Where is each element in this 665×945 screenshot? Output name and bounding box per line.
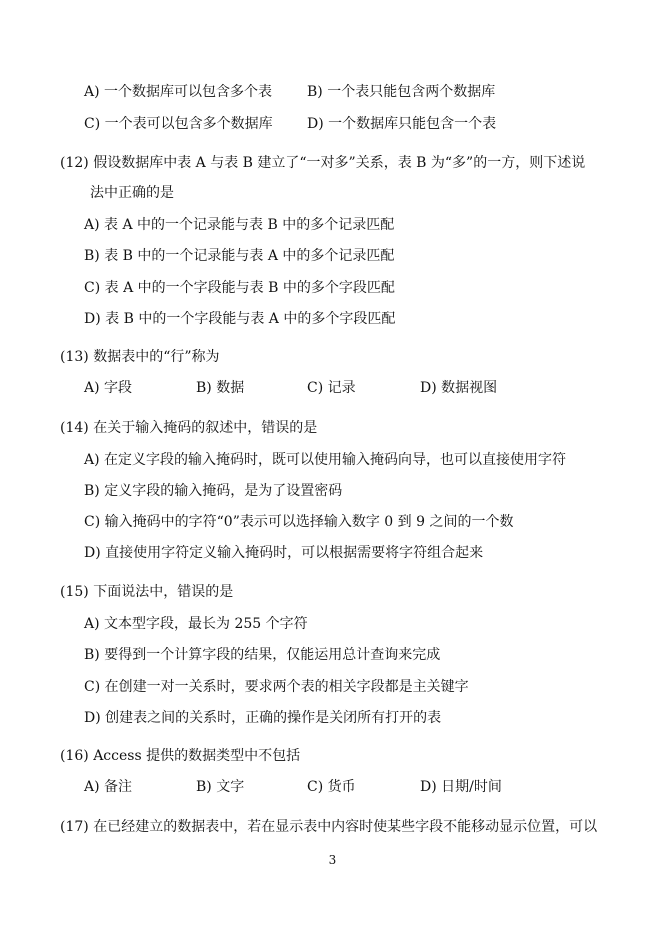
- q12-stem-continued: 法中正确的是: [90, 185, 174, 201]
- q15-option-b: B) 要得到一个计算字段的结果，仅能运用总计查询来完成: [84, 647, 441, 663]
- q15-option-d: D) 创建表之间的关系时，正确的操作是关闭所有打开的表: [84, 710, 442, 726]
- q17-stem: (17) 在已经建立的数据表中，若在显示表中内容时使某些字段不能移动显示位置，可以: [60, 819, 598, 835]
- q15-stem: (15) 下面说法中，错误的是: [60, 584, 234, 600]
- q13-option-d: D) 数据视图: [420, 380, 498, 396]
- q11-option-b: B) 一个表只能包含两个数据库: [307, 84, 496, 100]
- q14-option-c: C) 输入掩码中的字符“0”表示可以选择输入数字 0 到 9 之间的一个数: [84, 514, 514, 530]
- q13-option-a: A) 字段: [84, 380, 133, 396]
- q15-option-a: A) 文本型字段，最长为 255 个字符: [84, 616, 308, 632]
- q13-option-b: B) 数据: [196, 380, 245, 396]
- q11-option-d: D) 一个数据库只能包含一个表: [307, 116, 497, 132]
- q12-option-a: A) 表 A 中的一个记录能与表 B 中的多个记录匹配: [84, 217, 395, 233]
- q13-stem: (13) 数据表中的“行”称为: [60, 349, 220, 365]
- q16-option-d: D) 日期/时间: [420, 779, 502, 795]
- q16-option-a: A) 备注: [84, 779, 133, 795]
- q15-option-c: C) 在创建一对一关系时，要求两个表的相关字段都是主关键字: [84, 679, 469, 695]
- q16-stem: (16) Access 提供的数据类型中不包括: [60, 748, 301, 764]
- q14-option-a: A) 在定义字段的输入掩码时，既可以使用输入掩码向导，也可以直接使用字符: [84, 452, 567, 468]
- q14-stem: (14) 在关于输入掩码的叙述中，错误的是: [60, 420, 318, 436]
- q16-option-b: B) 文字: [196, 779, 245, 795]
- q12-option-b: B) 表 B 中的一个记录能与表 A 中的多个记录匹配: [84, 248, 395, 264]
- q14-option-b: B) 定义字段的输入掩码，是为了设置密码: [84, 483, 343, 499]
- q11-option-c: C) 一个表可以包含多个数据库: [84, 116, 273, 132]
- q12-option-c: C) 表 A 中的一个字段能与表 B 中的多个字段匹配: [84, 280, 395, 296]
- q13-option-c: C) 记录: [307, 380, 356, 396]
- q14-option-d: D) 直接使用字符定义输入掩码时，可以根据需要将字符组合起来: [84, 545, 484, 561]
- q12-option-d: D) 表 B 中的一个字段能与表 A 中的多个字段匹配: [84, 311, 396, 327]
- q11-option-a: A) 一个数据库可以包含多个表: [84, 84, 273, 100]
- q16-option-c: C) 货币: [307, 779, 356, 795]
- q12-stem: (12) 假设数据库中表 A 与表 B 建立了“一对多”关系，表 B 为“多”的一方，则下述说: [60, 155, 586, 171]
- page-number: 3: [328, 853, 337, 867]
